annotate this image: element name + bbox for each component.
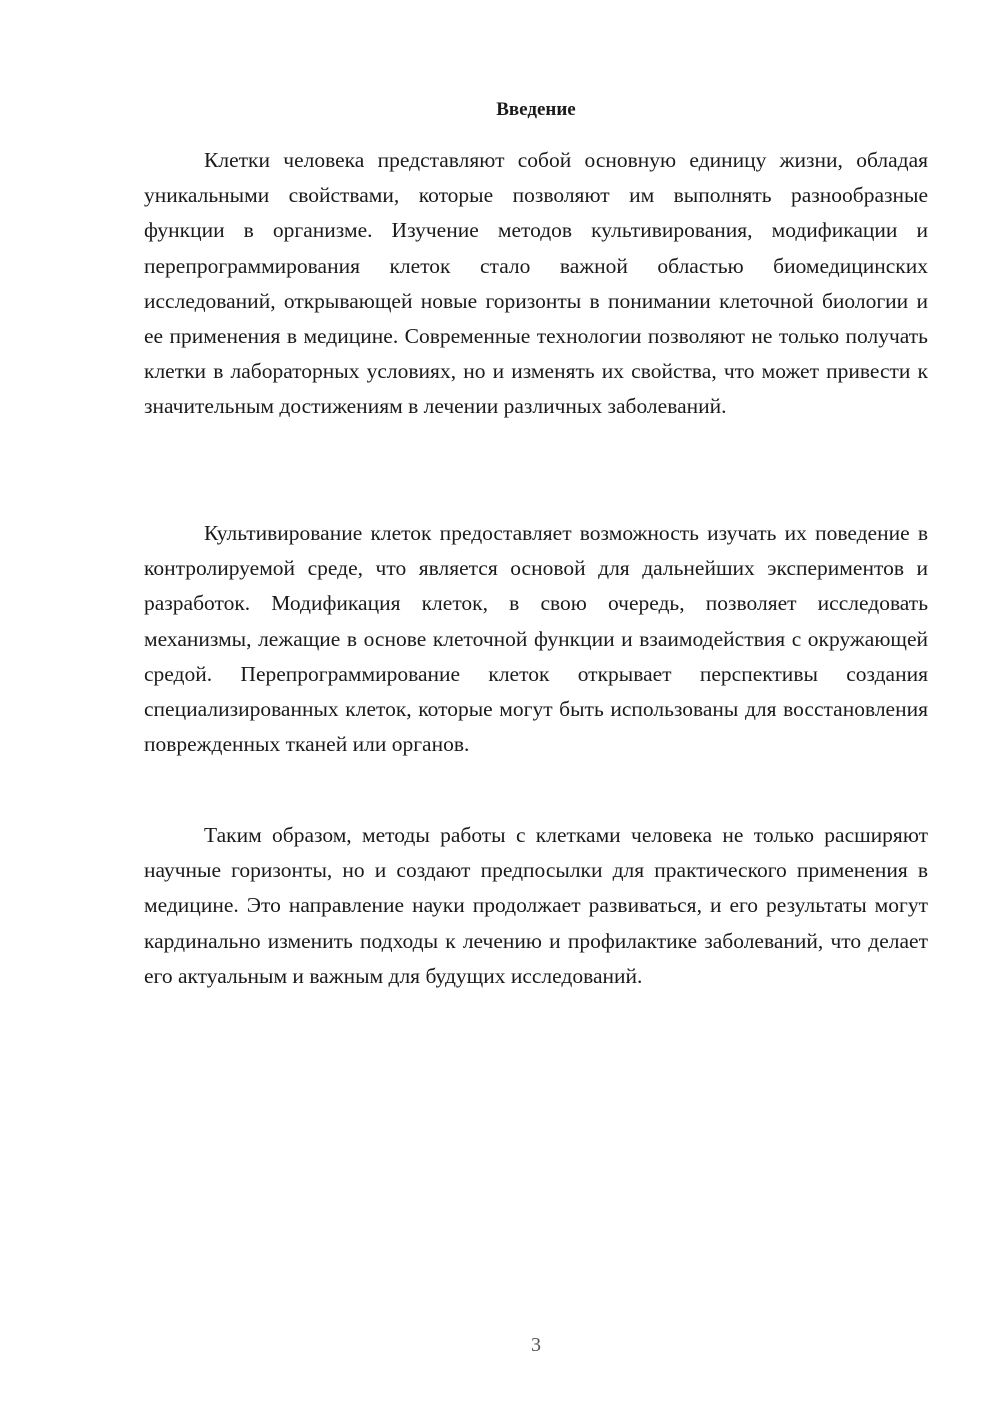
- page-number: 3: [531, 1334, 541, 1356]
- section-title: Введение: [496, 99, 576, 120]
- paragraph-conclusion: Таким образом, методы работы с клетками человека не только расширяют научные горизонты, но и создают предпосылки для практического применения в медицине. Это направление науки продолжает развиваться, и его результаты могут кардинально изменить подходы к лечению и профилактике заболеваний, что делает его актуальным и важным для будущих исследований.: [144, 823, 928, 988]
- paragraph-intro-cells: Клетки человека представляют собой основную единицу жизни, обладая уникальными свойствами, которые позволяют им выполнять разнообразные функции в организме. Изучение методов культивирования, модификации и перепрограммирования клеток стало важной областью биомедицинских исследований, открывающей новые горизонты в понимании клеточной биологии и ее применения в медицине. Современные технологии позволяют не только получать клетки в лабораторных условиях, но и изменять их свойства, что может привести к значительным достижениям в лечении различных заболеваний.: [144, 148, 928, 419]
- paragraph-cultivation: Культивирование клеток предоставляет возможность изучать их поведение в контролируемой среде, что является основой для дальнейших экспериментов и разработок. Модификация клеток, в свою очередь, позволяет исследовать механизмы, лежащие в основе клеточной функции и взаимодействия с окружающей средой. Перепрограммирование клеток открывает перспективы создания специализированных клеток, которые могут быть использованы для восстановления поврежденных тканей или органов.: [144, 521, 928, 757]
